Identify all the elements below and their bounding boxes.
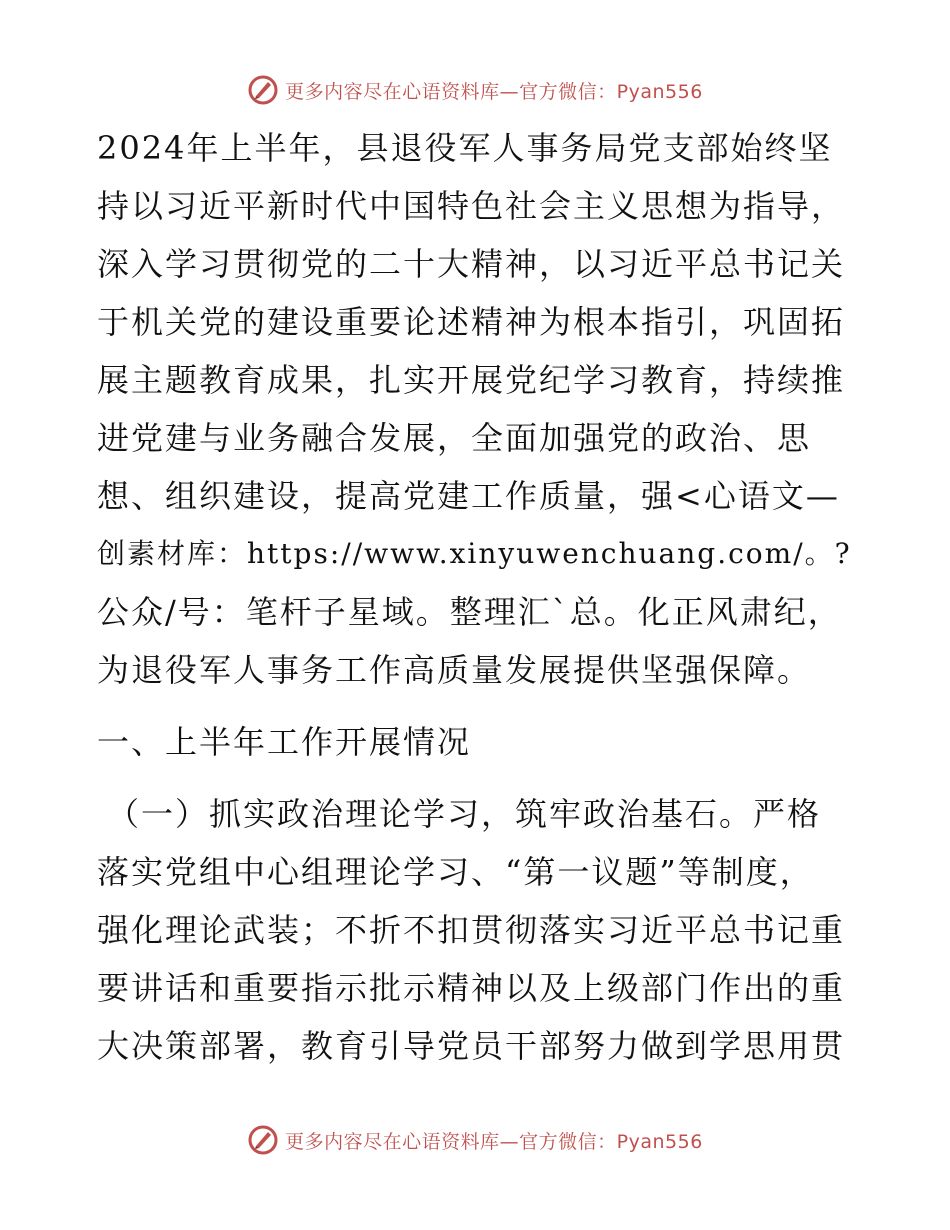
section-heading: [97, 713, 853, 771]
watermark-footer: [0, 1120, 950, 1160]
text-line: 要讲话和重要指示批示精神以及上级部门作出的重: [97, 969, 846, 1007]
text-line: （一）抓实政治理论学习，筑牢政治基石。严格: [107, 795, 822, 833]
text-line: 展主题教育成果，扎实开展党纪学习教育，持续推: [97, 361, 846, 399]
text-line: 大决策部署，教育引导党员干部努力做到学思用贯: [97, 1027, 846, 1065]
text-line: 于机关党的建设重要论述精神为根本指引，巩固拓: [97, 303, 846, 341]
quill-seal-icon: [247, 1124, 279, 1156]
text-line: 强化理论武装；不折不扣贯彻落实习近平总书记重: [97, 911, 846, 949]
watermark-text: 更多内容尽在心语资料库—官方微信：Pyan556: [285, 1130, 703, 1153]
text-line: 持以习近平新时代中国特色社会主义思想为指导，: [97, 187, 846, 225]
watermark-text: 更多内容尽在心语资料库—官方微信：Pyan556: [285, 80, 703, 103]
text-line: 公众/号：笔杆子星域。整理汇`总。化正风肃纪，: [97, 593, 842, 631]
text-line: 想、组织建设，提高党建工作质量，强<心语文—: [97, 477, 840, 515]
quill-seal-icon: [247, 74, 279, 106]
document-body: [97, 119, 853, 1075]
paragraph-section-1: [97, 785, 853, 1075]
paragraph-gap: [97, 699, 853, 713]
text-line: 为退役军人事务工作高质量发展提供坚强保障。: [97, 651, 812, 689]
paragraph-gap: [97, 771, 853, 785]
text-line: 2024年上半年，县退役军人事务局党支部始终坚: [97, 129, 833, 167]
text-line: 落实党组中心组理论学习、“第一议题”等制度，: [97, 853, 814, 891]
watermark-header: [0, 70, 950, 110]
paragraph-intro: [97, 119, 853, 699]
heading-line: 一、上半年工作开展情况: [97, 723, 472, 761]
text-line: 深入学习贯彻党的二十大精神，以习近平总书记关: [97, 245, 846, 283]
text-line: 进党建与业务融合发展，全面加强党的政治、思: [97, 419, 812, 457]
text-line: 创素材库：https://www.xinyuwenchuang.com/。?: [97, 537, 852, 570]
